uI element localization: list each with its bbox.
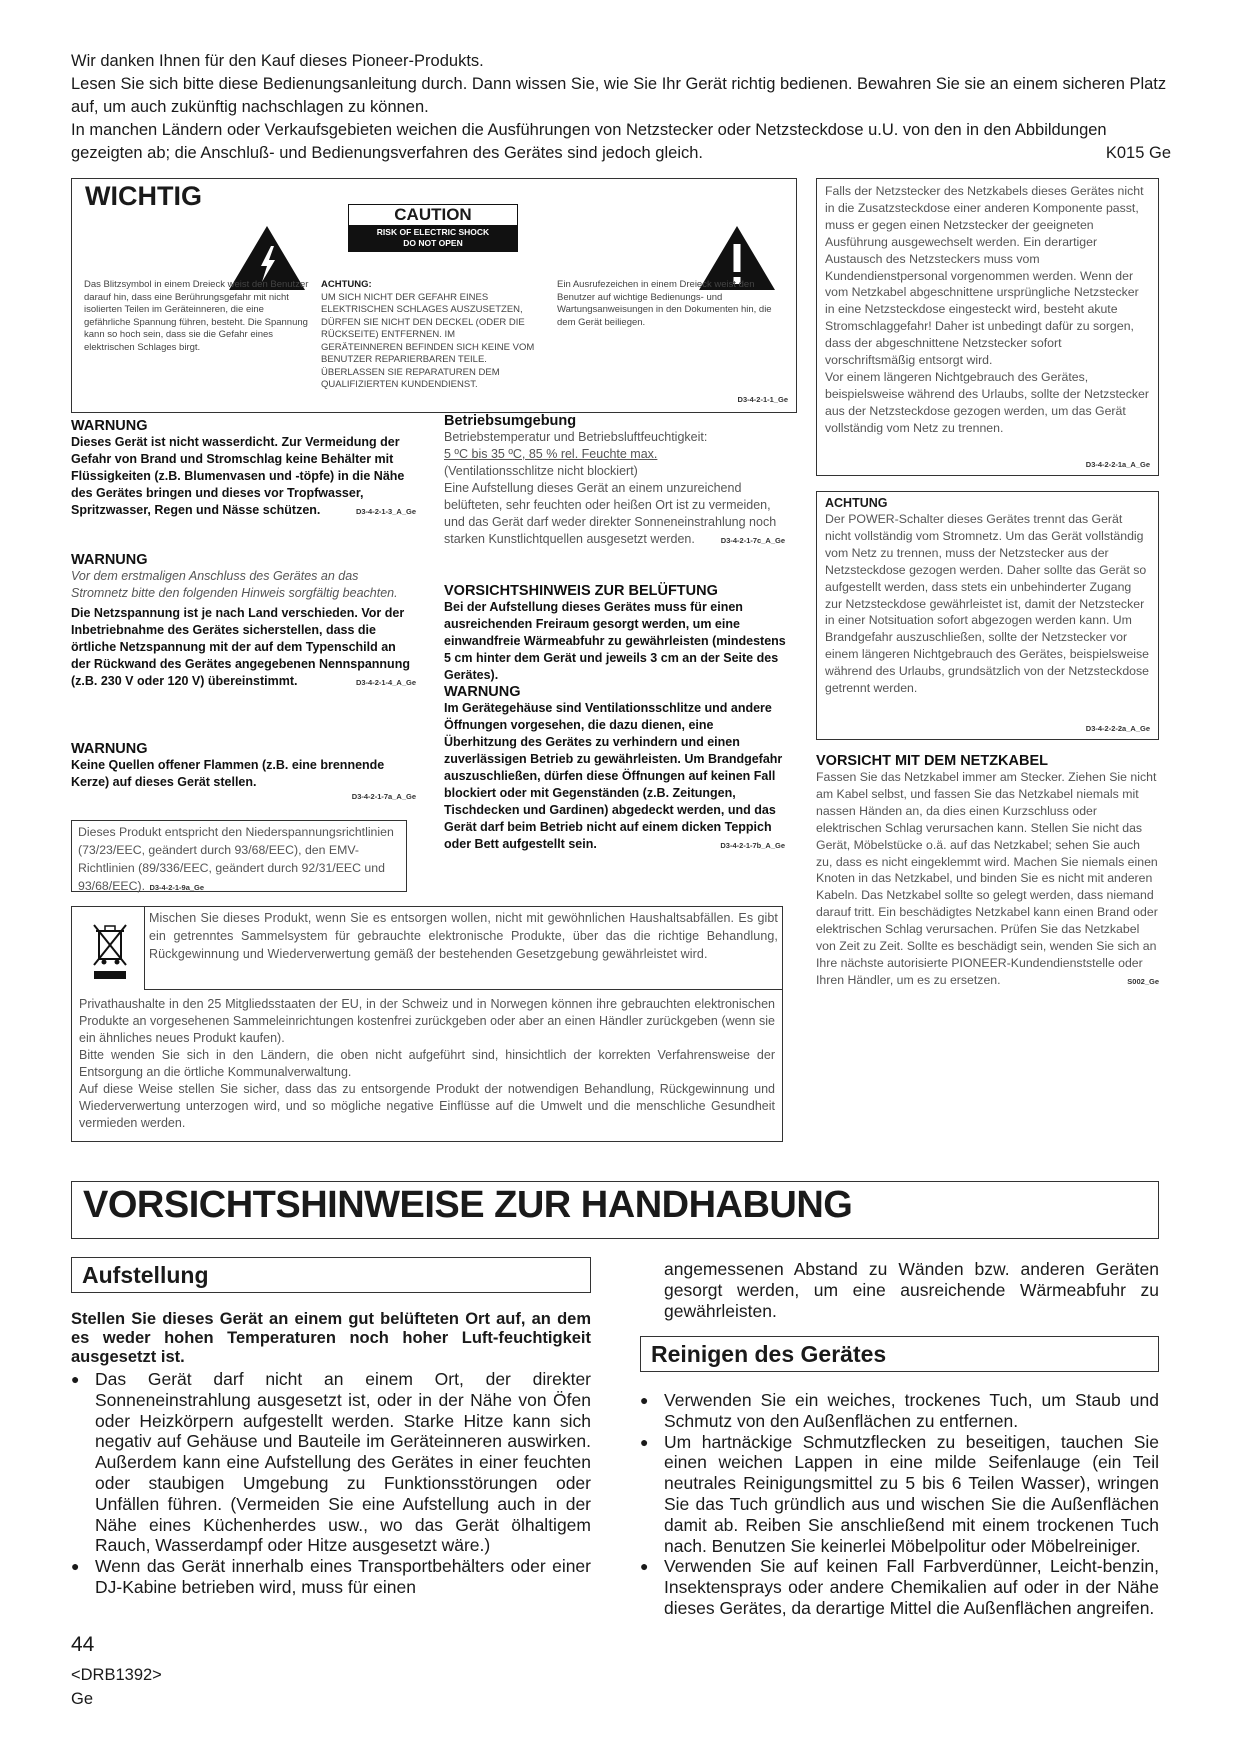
warning-3-code: D3-4-2-1-7a_A_Ge [351, 792, 416, 801]
achtung-cover-text: UM SICH NICHT DER GEFAHR EINES ELEKTRISCHEN SCHLAGES AUSZUSETZEN, DÜRFEN SIE NICHT DEN DECKEL (ODER DIE RÜCKSEITE) ENTFERNEN. IM GERÄTEINNEREN BEFINDEN SICH KEINE VOM BENUTZER REPARIERBAREN TEILE. ÜBERLASSEN SIE REPARATUREN DEM QUALIFIZIERTEN KUNDENDIENST. [321, 291, 535, 390]
disposal-intro-frame [144, 907, 782, 990]
plug-text: Falls der Netzstecker des Netzkabels dieses Gerätes nicht in die Zusatzsteckdose einer anderen Komponente passt, muss er gegen einen Netzstecker der geeigneten Ausführung ausgewechselt werden. Ein derartiger Austausch des Netzsteckers muss vom Kundendienstpersonal vorgenommen werden. Wenn der vom Netzkabel abgeschnittene ursprüngliche Netzstecker in eine Netzsteckdose eingesteckt wird, besteht akute Stromschlaggefahr! Daher ist unbedingt dafür zu sorgen, dass der abgeschnittene Netzstecker sofort vorschriftsmäßig entsorgt wird. [825, 184, 1144, 368]
disposal-intro: Mischen Sie dieses Produkt, wenn Sie es entsorgen wollen, nicht mit gewöhnlichen Haushaltsabfällen. Es gibt ein getrenntes Sammelsystem für gebrauchte elektronische Produkte, über das die richtige Behandlung, Rückgewinnung und Wiederverwertung gemäß der bestehenden Gesetzgebung gewährleistet wird. [149, 911, 778, 961]
netzkabel-heading: VORSICHT MIT DEM NETZKABEL [816, 753, 1048, 769]
disposal-p3: Auf diese Weise stellen Sie sicher, dass das zu entsorgende Produkt der notwendigen Behandlung, Rückgewinnung und Wiederverwertung unterzogen wird, und so mögliche negative Einflüsse auf die Umwelt und die menschliche Gesundheit vermieden werden. [79, 1082, 775, 1130]
plug-code: D3-4-2-2-1a_A_Ge [1085, 460, 1150, 469]
aufstellung-bullet-2: ● Wenn das Gerät innerhalb eines Transportbehälters oder einer DJ-Kabine betrieben wird, muss für einen [71, 1556, 591, 1598]
betriebsumgebung-text: Eine Aufstellung dieses Gerät an einem unzureichend belüfteten, sehr feuchten oder heißen Ort ist zu vermeiden, und das Gerät darf weder direkter Sonneneinstrahlung noch starken Kunstlichtquellen ausgesetzt werden. [444, 481, 777, 546]
language-code: Ge [71, 1690, 94, 1708]
aufstellung-bullet-1: ● Das Gerät darf nicht an einem Ort, der direkter Sonneneinstrahlung ausgesetzt ist, oder in der Nähe von Öfen oder Heizkörpern aufgestellt werden. Starke Hitze kann sich negativ auf Gehäuse und Bauteile im Geräteinneren auswirken. Außerdem kann eine Aufstellung des Gerätes in einer feuchten oder staubigen Umgebung zu Funktionsstörungen oder Unfällen führen. (Vermeiden Sie eine Aufstellung auch in der Nähe eines Küchenherdes usw., wo das Gerät ölhaltigem Rauch, Wasserdampf oder Hitze ausgesetzt wäre.) [71, 1369, 591, 1556]
wichtig-box [71, 178, 797, 413]
page-number: 44 [71, 1633, 95, 1656]
belueftung [444, 583, 789, 853]
caution-title: CAUTION [394, 205, 472, 224]
caution-sub-line2: DO NOT OPEN [403, 238, 463, 248]
warning-2-heading: WARNUNG [71, 552, 148, 568]
betriebsumgebung-code: D3-4-2-1-7c_A_Ge [720, 536, 785, 545]
warning-3-text: Keine Quellen offener Flammen (z.B. eine brennende Kerze) auf dieses Gerät stellen. [71, 758, 385, 789]
achtung-code: D3-4-2-2-2a_A_Ge [1085, 724, 1150, 733]
belueftung-code: D3-4-2-1-7b_A_Ge [720, 841, 785, 850]
intro-read: Lesen Sie sich bitte diese Bedienungsanleitung durch. Dann wissen Sie, wie Sie Ihr Gerät richtig bedienen. Bewahren Sie sie an einem sicheren Platz auf, um auch zukünftig nachschlagen zu können. [71, 75, 1167, 116]
handhabung-title-box [71, 1181, 1159, 1239]
reinigen-bullet-3: ● Verwenden Sie auf keinen Fall Farbverdünner, Leicht-benzin, Insektensprays oder andere Chemikalien auf oder in der Nähe dieses Gerätes, da derartige Mittel die Außenflächen angreifen. [640, 1556, 1159, 1618]
intro-code: K015 Ge [1100, 142, 1171, 165]
wichtig-code: D3-4-2-1-1_Ge [737, 395, 788, 404]
betriebsumgebung-line1: Betriebstemperatur und Betriebsluftfeuchtigkeit: [444, 430, 708, 444]
warning-1-code: D3-4-2-1-3_A_Ge [355, 507, 416, 516]
warning-1-text: Dieses Gerät ist nicht wasserdicht. Zur Vermeidung der Gefahr von Brand und Stromschlag keine Behälter mit Flüssigkeiten (z.B. Blumenvasen und -töpfe) in die Nähe des Gerätes bringen und dieses vor Tropfwasser, Spritzwasser, Regen und Nässe schützen. [71, 435, 405, 517]
betriebsumgebung [444, 413, 789, 548]
plug-text-2: Vor einem längeren Nichtgebrauch des Gerätes, beispielsweise während des Urlaubs, sollte der Netzstecker aus der Netzsteckdose gezogen werden, um das Gerät vollständig vom Netz zu trennen. [825, 369, 1149, 435]
aufstellung-continued-text: angemessenen Abstand zu Wänden bzw. anderen Geräten gesorgt werden, um eine ausreichende Wärmeabfuhr zu gewährleisten. [664, 1259, 1159, 1321]
wichtig-title: WICHTIG [85, 181, 202, 211]
achtung-cover-heading: ACHTUNG: [321, 279, 372, 290]
belueftung-warning-heading: WARNUNG [444, 684, 521, 700]
disposal-p1: Privathaushalte in den 25 Mitgliedsstaaten der EU, in der Schweiz und in Norwegen können ihre gebrauchten elektronischen Produkte an vorgesehenen Sammeleinrichtungen kostenfrei zurückgeben oder aber an einen Händler zurückgeben (wenn sie ein ähnliches neues Produkt kaufen). [79, 997, 775, 1045]
netzkabel-text: Fassen Sie das Netzkabel immer am Stecker. Ziehen Sie nicht am Kabel selbst, und fassen Sie das Netzkabel niemals mit nassen Händen an, da dies einen Kurzschluss oder elektrischen Schlag verursachen kann. Stellen Sie nicht das Gerät, Möbelstücke o.ä. auf das Netzkabel; sehen Sie auch zu, dass es nicht eingeklemmt wird. Machen Sie niemals einen Knoten in das Netzkabel, und binden Sie es nicht mit anderen Kabeln. Das Netzkabel sollte so gelegt werden, dass niemand darauf tritt. Ein beschädigtes Netzkabel kann einen Brand oder elektrischen Schlag verursachen. Prüfen Sie das Netzkabel von Zeit zu Zeit. Sollte es beschädigt sein, wenden Sie sich an Ihre nächste autorisierte PIONEER-Kundendienststelle oder Ihren Händler, um es zu ersetzen. [816, 770, 1158, 987]
caution-sub [349, 225, 517, 251]
reinigen-heading: Reinigen des Gerätes [640, 1336, 1159, 1372]
reinigen-content [640, 1390, 1159, 1619]
warning-1 [71, 418, 416, 519]
eec-box [71, 820, 407, 892]
eec-text: Dieses Produkt entspricht den Niederspannungsrichtlinien (73/23/EEC, geändert durch 93/68/EEC), den EMV-Richtlinien (89/336/EEC, geändert durch 92/31/EEC und 93/68/EEC). [78, 825, 394, 893]
warning-3-heading: WARNUNG [71, 741, 148, 757]
belueftung-heading: VORSICHTSHINWEIS ZUR BELÜFTUNG [444, 583, 718, 599]
caution-label [348, 204, 518, 252]
warning-2-code: D3-4-2-1-4_A_Ge [355, 678, 416, 687]
aufstellung-heading: Aufstellung [71, 1257, 591, 1293]
betriebsumgebung-range: 5 ºC bis 35 ºC, 85 % rel. Feuchte max. [444, 447, 658, 461]
intro-block [71, 50, 1171, 165]
warning-2-text: Die Netzspannung ist je nach Land verschieden. Vor der Inbetriebnahme des Gerätes sicherstellen, dass die örtliche Netzspannung mit der auf dem Typenschild an der Rückwand des Gerätes angegebenen Nennspannung (z.B. 230 V oder 120 V) übereinstimmt. [71, 606, 410, 688]
achtung-text: Der POWER-Schalter dieses Gerätes trennt das Gerät nicht vollständig vom Stromnetz. Um das Gerät vollständig vom Netz zu trennen, muss der Netzstecker aus der Netzsteckdose gezogen werden. Daher sollte das Gerät so aufgestellt werden, dass stets ein unbehinderter Zugang zur Netzsteckdose gewährleistet ist, damit der Netzstecker in einer Notsituation sofort abgezogen werden kann. Um Brandgefahr auszuschließen, sollte der Netzstecker vor einem längeren Nichtgebrauch des Gerätes, beispielsweise während des Urlaubs, grundsätzlich von der Netzsteckdose getrennt werden. [825, 512, 1150, 696]
netzkabel-code: S002_Ge [1127, 976, 1159, 986]
warning-3 [71, 741, 416, 801]
warning-2-italic: Vor dem erstmaligen Anschluss des Gerätes an das Stromnetz bitte den folgenden Hinweis sorgfältig beachten. [71, 569, 398, 600]
aufstellung-content [71, 1310, 591, 1598]
crossed-bin-icon [92, 921, 128, 981]
belueftung-warning-text: Im Gerätegehäuse sind Ventilationsschlitze und andere Öffnungen vorgesehen, die dazu dienen, eine Überhitzung des Gerätes zu verhindern und einen zuverlässigen Betrieb zu gewährleisten. Um Brandgefahr auszuschließen, dürfen diese Öffnungen auf keinen Fall blockiert oder mit Gegenständen (z.B. Zeitungen, Tischdecken und Gardinen) abgedeckt werden, und das Gerät darf beim Betrieb nicht auf einem dicken Teppich oder Bett aufgestellt sein. [444, 701, 783, 851]
achtung-box [816, 491, 1159, 740]
plug-box [816, 178, 1159, 476]
betriebsumgebung-line3: (Ventilationsschlitze nicht blockiert) [444, 464, 638, 478]
intro-thanks: Wir danken Ihnen für den Kauf dieses Pioneer-Produkts. [71, 52, 484, 70]
aufstellung-intro: Stellen Sie dieses Gerät an einem gut belüfteten Ort auf, an dem es weder hohen Temperaturen noch hoher Luft-feuchtigkeit ausgesetzt ist. [71, 1310, 591, 1366]
lightning-explanation: Das Blitzsymbol in einem Dreieck weist den Benutzer darauf hin, dass eine Berührungsgefahr mit nicht isolierten Teilen im Geräteinneren, die eine gefährliche Spannung führen, besteht. Die Spannung kann so hoch sein, dass sie die Gefahr eines elektrischen Schlages birgt. [84, 279, 309, 353]
eec-code: D3-4-2-1-9a_Ge [149, 883, 205, 892]
doc-code: <DRB1392> [71, 1666, 162, 1684]
achtung-heading: ACHTUNG [825, 496, 888, 510]
disposal-box [71, 906, 783, 1142]
reinigen-bullet-1: ● Verwenden Sie ein weiches, trockenes Tuch, um Staub und Schmutz von den Außenflächen zu entfernen. [640, 1390, 1159, 1432]
reinigen-bullet-2: ● Um hartnäckige Schmutzflecken zu beseitigen, tauchen Sie einen weichen Lappen in eine milde Seifenlauge (ein Teil neutrales Reinigungsmittel zu 5 bis 6 Teilen Wasser), wringen Sie das Tuch gründlich aus und wischen Sie die Außenflächen damit ab. Reiben Sie anschließend mit einem trockenen Tuch nach. Benutzen Sie keinerlei Möbelpolitur oder Möbelreiniger. [640, 1432, 1159, 1557]
warning-1-heading: WARNUNG [71, 418, 148, 434]
exclamation-explanation: Ein Ausrufezeichen in einem Dreieck weist den Benutzer auf wichtige Bedienungs- und Wartungsanweisungen in den Dokumenten hin, die dem Gerät beiliegen. [557, 279, 772, 328]
handhabung-title: VORSICHTSHINWEISE ZUR HANDHABUNG [83, 1184, 853, 1226]
betriebsumgebung-heading: Betriebsumgebung [444, 413, 577, 429]
netzkabel [816, 753, 1159, 989]
caution-sub-line1: RISK OF ELECTRIC SHOCK [376, 227, 490, 237]
aufstellung-list [71, 1369, 591, 1598]
intro-plug: In manchen Ländern oder Verkaufsgebieten weichen die Ausführungen von Netzstecker oder Netzsteckdose u.U. von den in den Abbildungen gezeigten ab; die Anschluß- und Bedienungsverfahren des Gerätes sind jedoch gleich. [71, 121, 1107, 162]
disposal-p2: Bitte wenden Sie sich in den Ländern, die oben nicht aufgeführt sind, hinsichtlich der korrekten Verfahrensweise der Entsorgung an die örtliche Kommunalverwaltung. [79, 1048, 775, 1079]
reinigen-list [640, 1390, 1159, 1619]
disposal-details [79, 996, 775, 1132]
warning-2 [71, 552, 416, 690]
aufstellung-continued [640, 1259, 1159, 1321]
belueftung-text: Bei der Aufstellung dieses Gerätes muss für einen ausreichenden Freiraum gesorgt werden, um eine einwandfreie Wärmeabfuhr zu gewährleisten (mindestens 5 cm hinter dem Gerät und jeweils 3 cm an der Seite des Gerätes). [444, 600, 786, 682]
achtung-cover [321, 279, 536, 392]
